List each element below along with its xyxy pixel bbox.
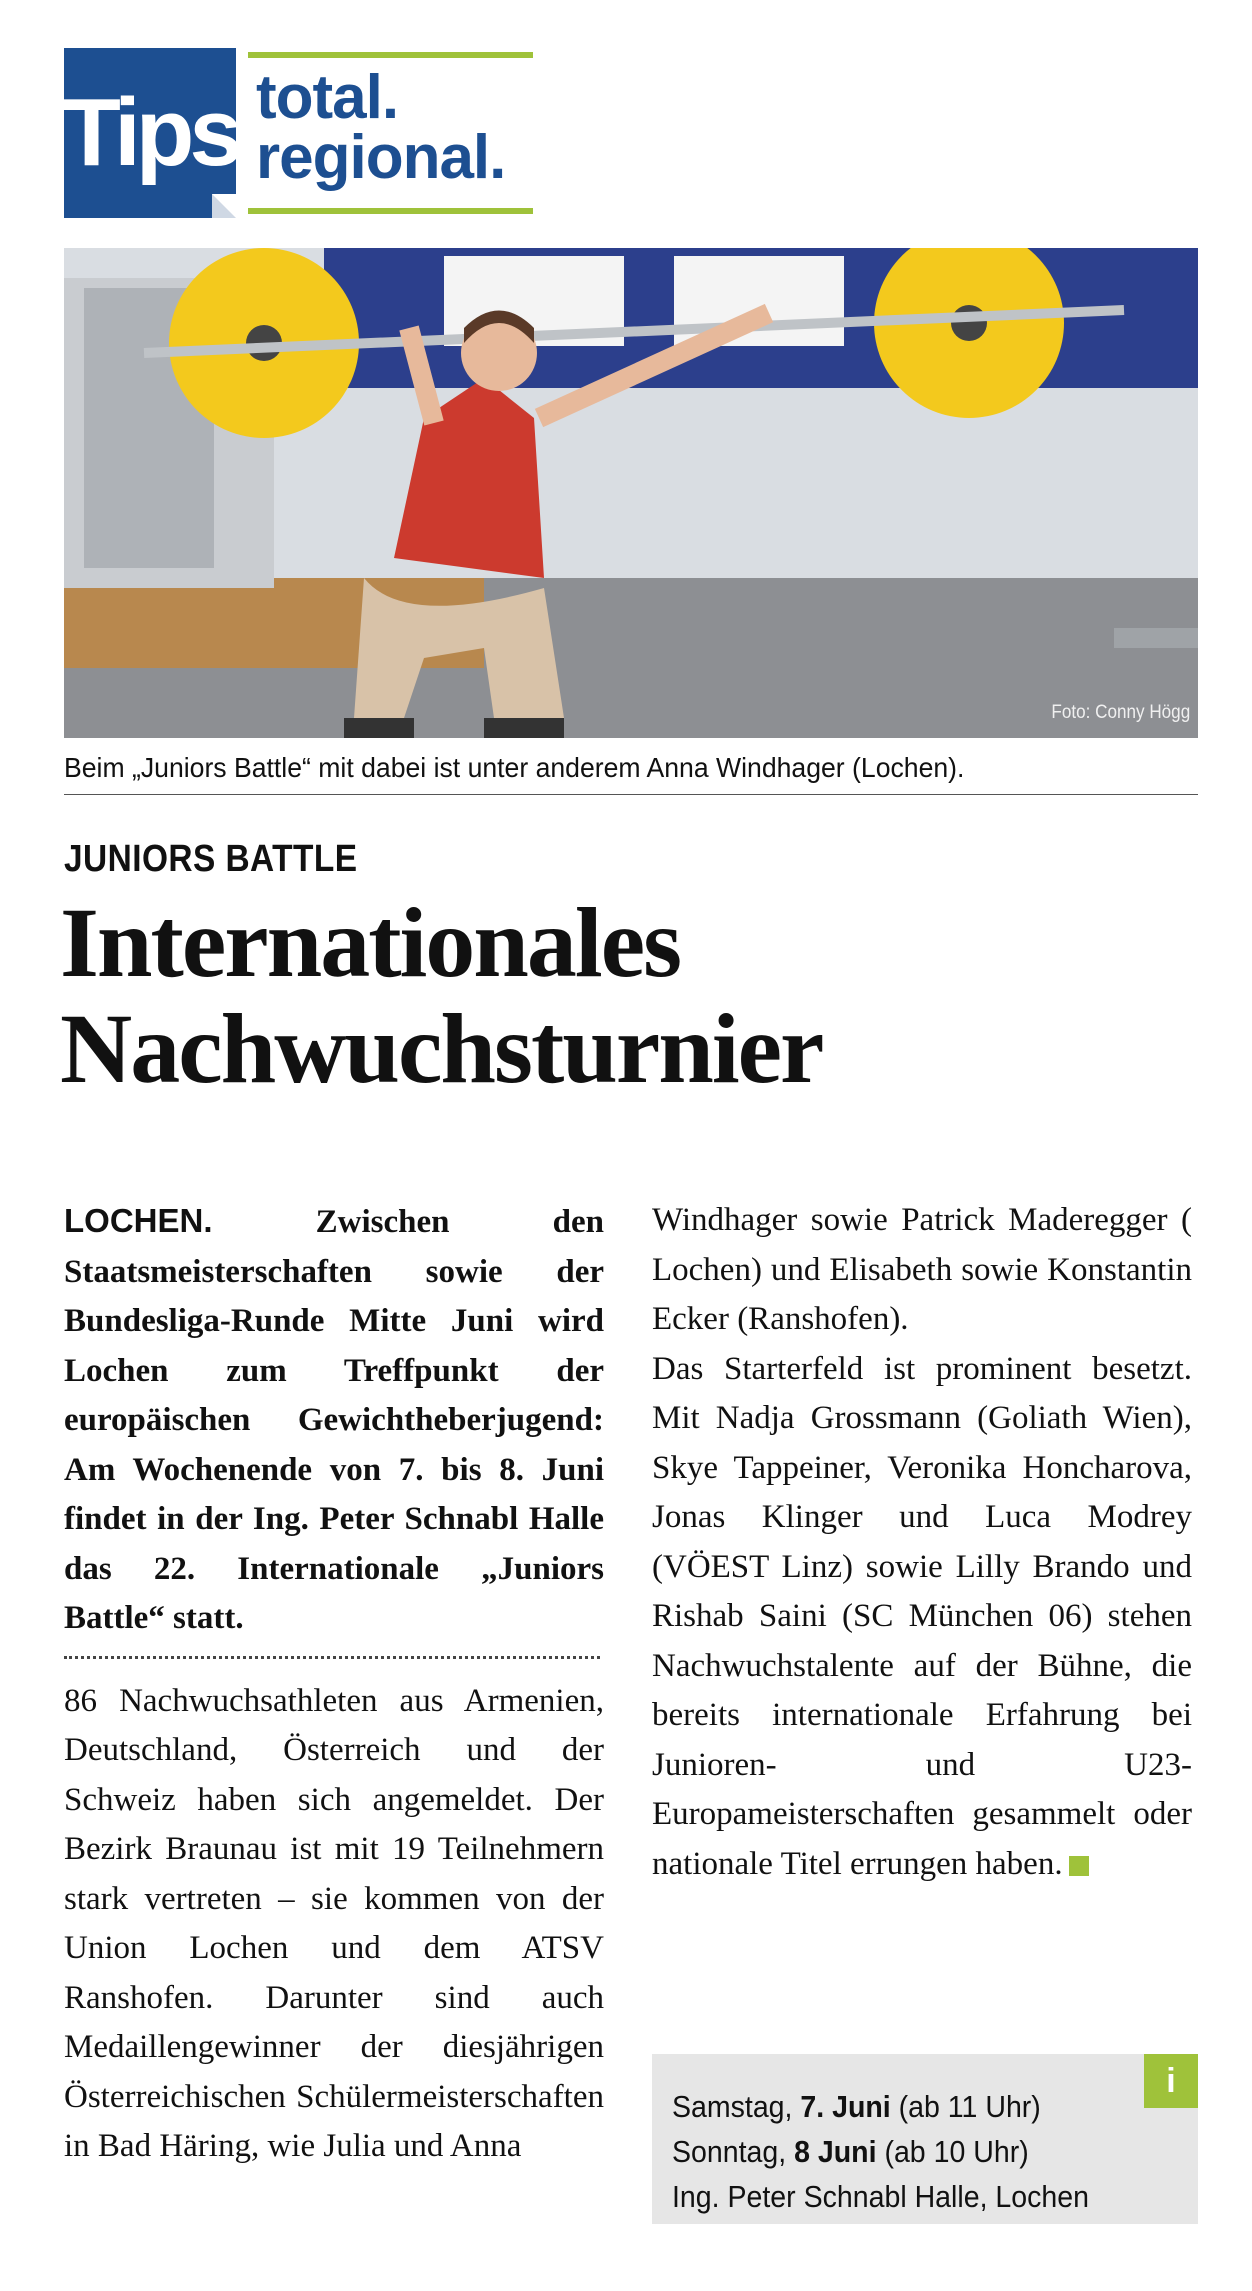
lead-dotted-divider (64, 1656, 600, 1659)
event-time-1: (ab 11 Uhr) (890, 2089, 1041, 2124)
caption-divider (64, 794, 1198, 795)
event-date-1: 7. Juni (800, 2089, 891, 2124)
event-info-box (652, 2054, 1198, 2224)
end-mark-icon (1069, 1856, 1089, 1876)
photo-caption: Beim „Juniors Battle“ mit dabei ist unter anderem Anna Windhager (Lochen). (64, 752, 965, 783)
article-body-paragraph-3 (652, 1345, 1192, 1890)
event-day-2: Sonntag, (672, 2134, 795, 2169)
logo-slogan (256, 63, 506, 192)
headline-line-1: Internationales (60, 887, 680, 998)
tips-logo (64, 48, 544, 223)
photo-credit: Foto: Conny Högg (1051, 702, 1190, 723)
logo-rule-top (248, 52, 533, 58)
article-body-paragraph-1: 86 Nachwuchsathleten aus Armenien, Deutschland, Österreich und der Schweiz haben sich angemeldet. Der Bezirk Braunau ist mit 19 Teilnehmern stark vertreten – sie kommen von der Union Lochen und dem ATSV Ranshofen. Darunter sind auch Medaillengewinner der diesjährigen Österreichischen Schülermeisterschaften in Bad Häring, wie Julia und Anna (64, 1682, 604, 2164)
article-lead (64, 1196, 604, 1644)
article-headline (60, 887, 1200, 1104)
article-kicker: JUNIORS BATTLE (64, 838, 358, 880)
article-dateline: LOCHEN. (64, 1202, 213, 1239)
logo-brand: Tips (64, 48, 236, 218)
article-column-2 (652, 1196, 1192, 1889)
logo-slogan-line1: total. (256, 63, 399, 132)
article-body-paragraph-2: Windhager sowie Patrick Maderegger ( Lochen) und Elisabeth sowie Konstantin Ecker (Ranshofen). (652, 1202, 1192, 1337)
info-icon: i (1144, 2054, 1198, 2108)
logo-rule-bottom (248, 208, 533, 214)
event-info-saturday (672, 2084, 1089, 2129)
article-photo (64, 248, 1198, 738)
weightlifter-photo-illustration (64, 248, 1198, 738)
event-info-sunday (672, 2129, 1089, 2174)
article-lead-text: Zwischen den Staatsmeisterschaften sowie der Bundesliga-Runde Mitte Juni wird Lochen zum Treffpunkt der europäischen Gewichtheberjugend: Am Wochenende von 7. bis 8. Juni findet in der Ing. Peter Schnabl Halle das 22. Internationale „Juniors Battle“ statt. (64, 1204, 604, 1636)
event-info-lines (672, 2084, 1089, 2219)
article-body-paragraph-3-text: Das Starterfeld ist prominent besetzt. Mit Nadja Grossmann (Goliath Wien), Skye Tappeiner, Veronika Honcharova, Jonas Klinger und Luca Modrey (VÖEST Linz) sowie Lilly Brando und Rishab Saini (SC München 06) stehen Nachwuchstalente auf der Bühne, die bereits internationale Erfahrung bei Junioren- und U23-Europameisterschaften gesammelt oder nationale Titel errungen haben. (652, 1350, 1192, 1882)
event-venue: Ing. Peter Schnabl Halle, Lochen (672, 2179, 1089, 2214)
article-column-1 (64, 1196, 604, 2172)
event-day-1: Samstag, (672, 2089, 801, 2124)
headline-line-2: Nachwuchsturnier (60, 993, 823, 1104)
event-date-2: 8 Juni (794, 2134, 877, 2169)
event-time-2: (ab 10 Uhr) (876, 2134, 1029, 2169)
logo-slogan-line2: regional. (256, 123, 506, 192)
